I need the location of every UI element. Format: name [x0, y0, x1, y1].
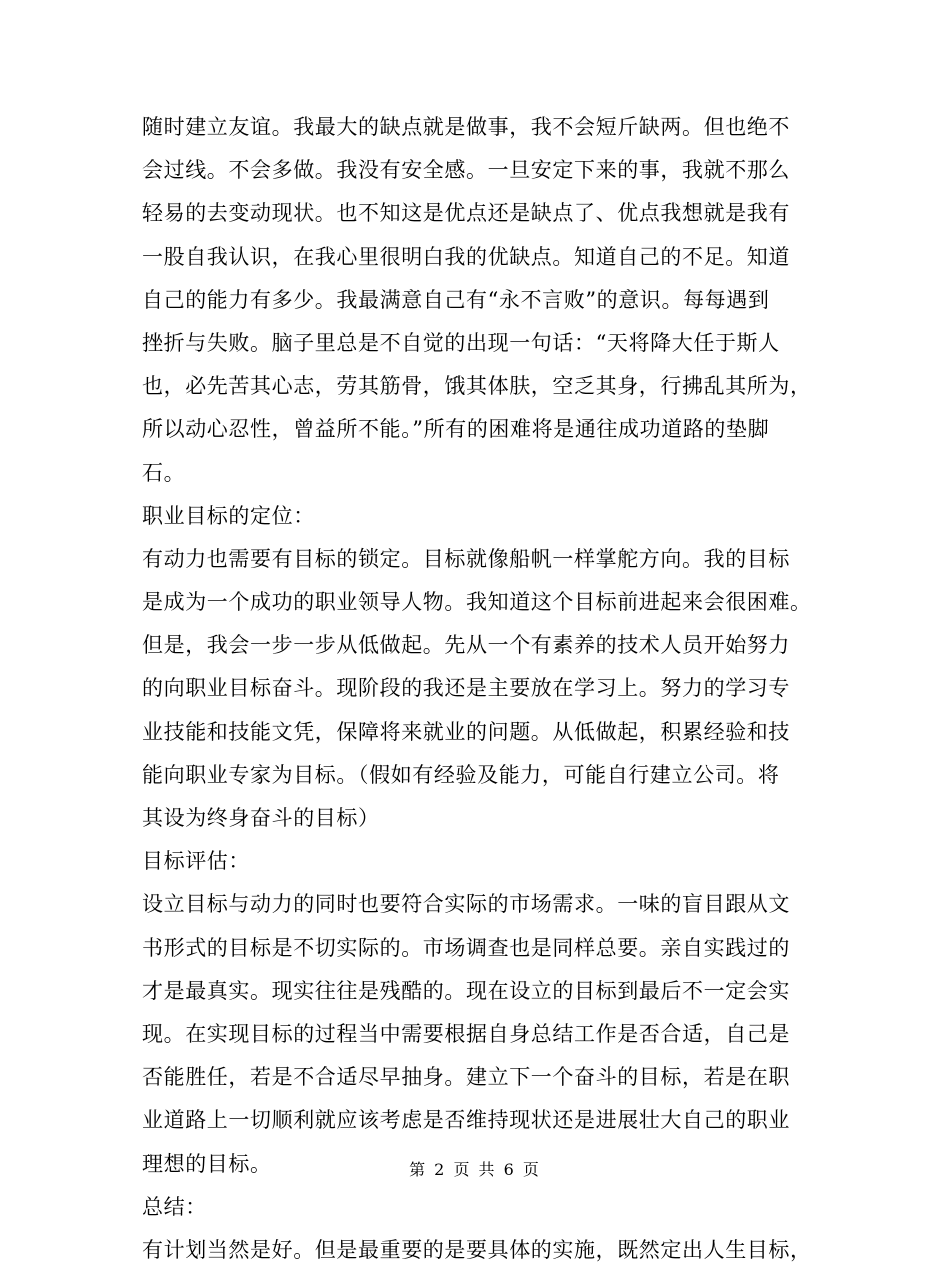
text-line: 轻易的去变动现状。也不知这是优点还是缺点了、优点我想就是我有 [142, 201, 790, 226]
text-line: 否能胜任，若是不合适尽早抽身。建立下一个奋斗的目标，若是在职 [142, 1065, 790, 1090]
page-number-footer: 第 2 页 共 6 页 [409, 1160, 541, 1179]
text-line: 会过线。不会多做。我没有安全感。一旦安定下来的事，我就不那么 [142, 158, 790, 183]
text-line: 业技能和技能文凭，保障将来就业的问题。从低做起，积累经验和技 [142, 719, 790, 744]
text-line: 其设为终身奋斗的目标） [142, 806, 380, 830]
text-line: 能向职业专家为目标。（假如有经验及能力，可能自行建立公司。将 [142, 762, 780, 787]
text-line: 理想的目标。 [142, 1151, 272, 1176]
text-line: 随时建立友谊。我最大的缺点就是做事，我不会短斤缺两。但也绝不 [142, 115, 790, 139]
text-line: 所以动心忍性，曾益所不能。”所有的困难将是通往成功道路的垫脚 [142, 417, 770, 442]
text-line: 业道路上一切顺利就应该考虑是否维持现状还是进展壮大自己的职业 [142, 1108, 790, 1133]
section-heading: 职业目标的定位： [142, 503, 315, 528]
text-line: 也，必先苦其心志，劳其筋骨，饿其体肤，空乏其身，行拂乱其所为， [142, 374, 812, 399]
text-line: 设立目标与动力的同时也要符合实际的市场需求。一味的盲目跟从文 [142, 892, 790, 917]
text-line: 是成为一个成功的职业领导人物。我知道这个目标前进起来会很困难。 [142, 590, 812, 615]
text-line: 一股自我认识，在我心里很明白我的优缺点。知道自己的不足。知道 [142, 244, 790, 269]
text-line: 有动力也需要有目标的锁定。目标就像船帆一样掌舵方向。我的目标 [142, 546, 790, 571]
text-line: 石。 [142, 460, 186, 485]
document-body [142, 106, 812, 1272]
text-line: 才是最真实。现实往往是残酷的。现在设立的目标到最后不一定会实 [142, 978, 790, 1003]
text-line: 但是，我会一步一步从低做起。先从一个有素养的技术人员开始努力 [142, 633, 790, 658]
text-line: 有计划当然是好。但是最重要的是要具体的实施，既然定出人生目标， [142, 1237, 812, 1262]
text-line: 自己的能力有多少。我最满意自己有“永不言败”的意识。每每遇到 [142, 287, 770, 312]
text-line: 挫折与失败。脑子里总是不自觉的出现一句话：“天将降大任于斯人 [142, 330, 780, 355]
section-heading: 目标评估： [142, 849, 250, 874]
text-line: 的向职业目标奋斗。现阶段的我还是主要放在学习上。努力的学习专 [142, 676, 790, 701]
text-line: 现。在实现目标的过程当中需要根据自身总结工作是否合适，自己是 [142, 1021, 790, 1046]
text-line: 书形式的目标是不切实际的。市场调查也是同样总要。亲自实践过的 [142, 935, 790, 960]
section-heading: 总结： [142, 1194, 207, 1219]
